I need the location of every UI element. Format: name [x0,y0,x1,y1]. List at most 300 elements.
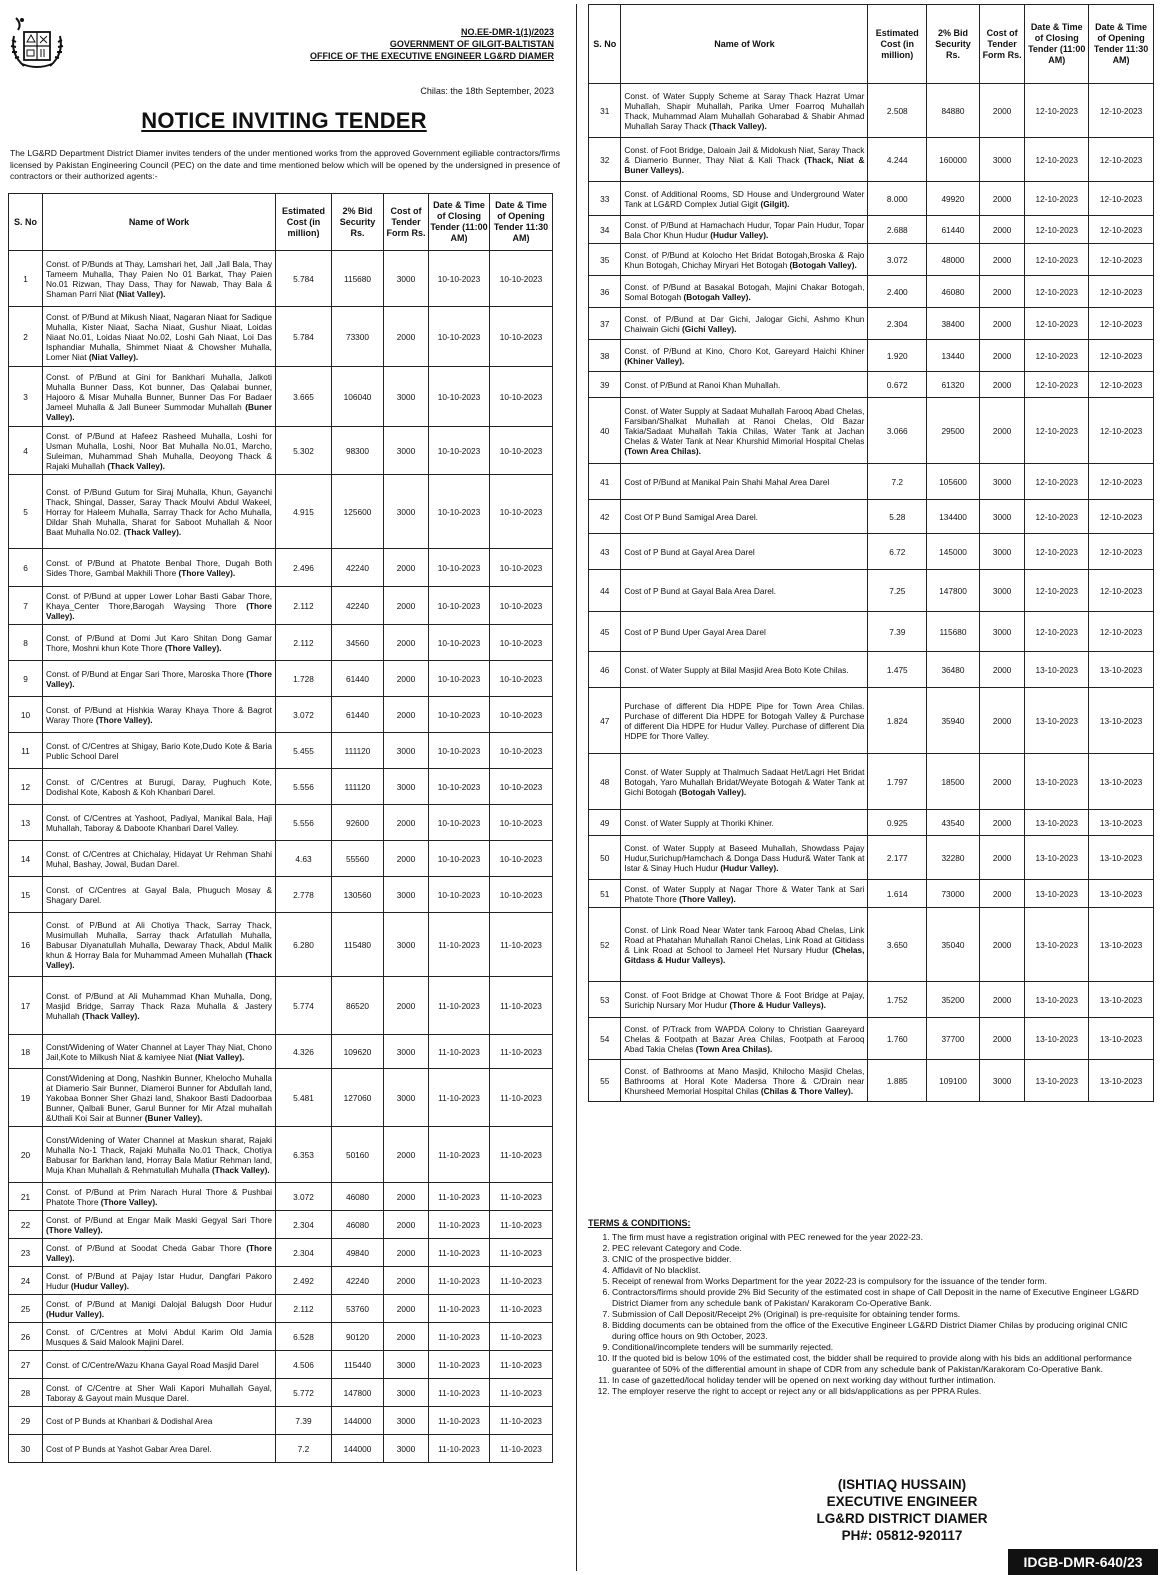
closing-date-cell: 12-10-2023 [1025,534,1089,570]
closing-date-cell: 10-10-2023 [429,877,490,913]
serial-number-cell: 42 [589,500,621,534]
tender-form-cost-cell: 2000 [979,244,1025,276]
work-description: Const. of P/Bund at Hafeez Rasheed Muhalla, Loshi for Usman Muhalla, Loshi, Noor Bat Muhalla No.01, Marcho, Suleiman, Muhammad Shah Muhalla, Deoyong Thack & Rajaki Muhallah [46,430,272,471]
opening-date-cell: 13-10-2023 [1089,810,1154,836]
estimated-cost-cell: 6.280 [276,913,332,977]
work-description: Const. of P/Bund at upper Lower Lohar Basti Gabar Thore, Khaya_Center Thore,Barogah Waysing Thore [46,590,272,611]
bid-security-cell: 145000 [927,534,980,570]
table-row [589,836,1154,880]
bid-security-cell: 42240 [332,549,384,587]
tender-form-cost-cell: 2000 [979,754,1025,810]
serial-number-cell: 47 [589,688,621,754]
tender-form-cost-cell: 3000 [979,534,1025,570]
bid-security-cell: 38400 [927,308,980,340]
col-header-work: Name of Work [43,194,276,251]
tender-form-cost-cell: 2000 [384,1323,429,1351]
table-row [9,367,553,427]
work-name-cell [621,810,868,836]
tender-form-cost-cell: 2000 [384,307,429,367]
work-name-cell [43,307,276,367]
table-row [589,398,1154,464]
closing-date-cell: 11-10-2023 [429,1211,490,1239]
work-name-cell [621,244,868,276]
work-description: Const. of Water Supply at Thoriki Khiner. [624,817,774,828]
tender-form-cost-cell: 2000 [384,661,429,697]
tender-form-cost-cell: 2000 [384,977,429,1035]
tender-form-cost-cell: 2000 [979,398,1025,464]
signature-block [752,1476,1052,1544]
opening-date-cell: 10-10-2023 [490,475,553,549]
column-divider [576,4,577,1571]
opening-date-cell: 13-10-2023 [1089,1060,1154,1102]
tender-form-cost-cell: 3000 [384,877,429,913]
work-description: Const. of Link Road Near Water tank Farooq Abad Chelas, Link Road at Phatahan Muhallah Ranoi Chelas, Link Road at Gitidass & Link Road at School to Jameel Het Nursary Hudur [624,924,865,955]
serial-number-cell: 24 [9,1267,43,1295]
opening-date-cell: 12-10-2023 [1089,308,1154,340]
table-row [589,612,1154,652]
work-description: Const. of P/Bund at Ranoi Khan Muhallah. [624,379,781,390]
estimated-cost-cell: 7.39 [276,1407,332,1435]
tender-form-cost-cell: 3000 [384,367,429,427]
bid-security-cell: 35040 [927,908,980,982]
tender-form-cost-cell: 2000 [384,587,429,625]
closing-date-cell: 11-10-2023 [429,977,490,1035]
opening-date-cell: 12-10-2023 [1089,534,1154,570]
tender-form-cost-cell: 2000 [979,182,1025,216]
serial-number-cell: 9 [9,661,43,697]
tender-form-cost-cell: 3000 [979,500,1025,534]
bid-security-cell: 144000 [332,1407,384,1435]
table-row [589,372,1154,398]
bid-security-cell: 111120 [332,733,384,769]
closing-date-cell: 11-10-2023 [429,1267,490,1295]
closing-date-cell: 12-10-2023 [1025,612,1089,652]
work-name-cell [621,652,868,688]
opening-date-cell: 11-10-2023 [490,1295,553,1323]
bid-security-cell: 61440 [332,661,384,697]
closing-date-cell: 10-10-2023 [429,733,490,769]
tender-form-cost-cell: 3000 [979,464,1025,500]
table-row [589,908,1154,982]
tender-form-cost-cell: 2000 [979,372,1025,398]
estimated-cost-cell: 1.728 [276,661,332,697]
estimated-cost-cell: 2.304 [276,1239,332,1267]
tender-form-cost-cell: 2000 [384,805,429,841]
bid-security-cell: 49920 [927,182,980,216]
table-row [589,652,1154,688]
serial-number-cell: 5 [9,475,43,549]
serial-number-cell: 7 [9,587,43,625]
table-row [9,1035,553,1069]
bid-security-cell: 55560 [332,841,384,877]
terms-item: 9. Conditional/incomplete tenders will be summarily rejected. [612,1342,1148,1353]
estimated-cost-cell: 1.614 [868,880,927,908]
opening-date-cell: 12-10-2023 [1089,182,1154,216]
closing-date-cell: 10-10-2023 [429,549,490,587]
serial-number-cell: 51 [589,880,621,908]
estimated-cost-cell: 5.774 [276,977,332,1035]
serial-number-cell: 3 [9,367,43,427]
opening-date-cell: 12-10-2023 [1089,464,1154,500]
tender-form-cost-cell: 3000 [384,475,429,549]
bid-security-cell: 53760 [332,1295,384,1323]
tender-form-cost-cell: 2000 [979,908,1025,982]
estimated-cost-cell: 2.778 [276,877,332,913]
work-name-cell [621,612,868,652]
opening-date-cell: 10-10-2023 [490,367,553,427]
estimated-cost-cell: 5.784 [276,307,332,367]
work-name-cell [621,836,868,880]
work-description: Cost of P Bund at Gayal Bala Area Darel. [624,585,776,596]
table-row [589,138,1154,182]
header-block [310,26,554,62]
opening-date-cell: 12-10-2023 [1089,570,1154,612]
work-area: (Buner Valley). [46,401,272,422]
serial-number-cell: 26 [9,1323,43,1351]
opening-date-cell: 12-10-2023 [1089,372,1154,398]
closing-date-cell: 12-10-2023 [1025,182,1089,216]
tender-form-cost-cell: 2000 [384,625,429,661]
signatory-phone: PH#: 05812-920117 [841,1528,963,1543]
tender-form-cost-cell: 2000 [384,841,429,877]
work-name-cell [621,982,868,1018]
table-row [9,697,553,733]
opening-date-cell: 11-10-2023 [490,1323,553,1351]
closing-date-cell: 12-10-2023 [1025,570,1089,612]
col-header-opening: Date & Time of Opening Tender 11:30 AM) [1089,5,1154,84]
closing-date-cell: 13-10-2023 [1025,652,1089,688]
closing-date-cell: 13-10-2023 [1025,1060,1089,1102]
work-name-cell [43,1035,276,1069]
closing-date-cell: 10-10-2023 [429,251,490,307]
bid-security-cell: 46080 [927,276,980,308]
work-name-cell [621,84,868,138]
terms-item: 8. Bidding documents can be obtained from the office of the Executive Engineer LG&RD District Diamer Chilas by producing original CNIC during office hours on 9th October, 2023. [612,1320,1148,1342]
opening-date-cell: 11-10-2023 [490,977,553,1035]
work-area: (Gilgit). [760,198,790,209]
closing-date-cell: 13-10-2023 [1025,688,1089,754]
estimated-cost-cell: 0.672 [868,372,927,398]
estimated-cost-cell: 5.455 [276,733,332,769]
serial-number-cell: 27 [9,1351,43,1379]
work-name-cell [43,697,276,733]
closing-date-cell: 10-10-2023 [429,367,490,427]
signatory-office: LG&RD DISTRICT DIAMER [816,1511,988,1526]
serial-number-cell: 2 [9,307,43,367]
bid-security-cell: 48000 [927,244,980,276]
work-name-cell [43,1323,276,1351]
serial-number-cell: 13 [9,805,43,841]
work-description: Const. of Water Supply at Nagar Thore & Water Tank at Sari Phatote Thore [624,883,865,904]
closing-date-cell: 12-10-2023 [1025,500,1089,534]
estimated-cost-cell: 5.784 [276,251,332,307]
opening-date-cell: 12-10-2023 [1089,138,1154,182]
serial-number-cell: 32 [589,138,621,182]
closing-date-cell: 10-10-2023 [429,587,490,625]
estimated-cost-cell: 1.475 [868,652,927,688]
estimated-cost-cell: 2.112 [276,587,332,625]
work-description: Const. of P/Bund at Engar Maik Maski Gegyal Sari Thore [46,1214,272,1225]
col-header-form: Cost of Tender Form Rs. [384,194,429,251]
estimated-cost-cell: 2.304 [868,308,927,340]
bid-security-cell: 115680 [927,612,980,652]
estimated-cost-cell: 3.072 [276,1183,332,1211]
closing-date-cell: 11-10-2023 [429,1351,490,1379]
serial-number-cell: 49 [589,810,621,836]
work-area: (Thack Valley). [212,1164,270,1175]
opening-date-cell: 11-10-2023 [490,1183,553,1211]
closing-date-cell: 12-10-2023 [1025,308,1089,340]
table-row [9,877,553,913]
estimated-cost-cell: 2.688 [868,216,927,244]
bid-security-cell: 160000 [927,138,980,182]
table-row [589,570,1154,612]
serial-number-cell: 11 [9,733,43,769]
terms-item: 3. CNIC of the prospective bidder. [612,1254,1148,1265]
tender-form-cost-cell: 2000 [979,308,1025,340]
opening-date-cell: 10-10-2023 [490,769,553,805]
work-description: Const. of P/Bund at Soodat Cheda Gabar Thore [46,1242,242,1253]
closing-date-cell: 12-10-2023 [1025,138,1089,182]
table-row [589,464,1154,500]
tender-form-cost-cell: 2000 [979,880,1025,908]
estimated-cost-cell: 4.244 [868,138,927,182]
tender-form-cost-cell: 2000 [979,1018,1025,1060]
table-row [9,587,553,625]
work-name-cell [43,877,276,913]
estimated-cost-cell: 2.508 [868,84,927,138]
bid-security-cell: 35200 [927,982,980,1018]
opening-date-cell: 10-10-2023 [490,661,553,697]
work-description: Const. of Water Supply at Thalmuch Sadaat Het/Lagri Het Bridat Botogah, Yaro Muhallah Bridat/Weyate Botogah & Water Tank at Gichi Botogah [624,766,865,797]
opening-date-cell: 11-10-2023 [490,1379,553,1407]
work-description: Cost of P Bund Uper Gayal Area Darel [624,626,766,637]
opening-date-cell: 10-10-2023 [490,805,553,841]
table-row [9,913,553,977]
opening-date-cell: 11-10-2023 [490,913,553,977]
tender-form-cost-cell: 2000 [979,276,1025,308]
tender-form-cost-cell: 2000 [384,697,429,733]
opening-date-cell: 12-10-2023 [1089,340,1154,372]
terms-item: 5. Receipt of renewal from Works Department for the year 2022-23 is compulsory for the issuance of the tender form. [612,1276,1148,1287]
table-row [589,84,1154,138]
bid-security-cell: 61440 [927,216,980,244]
col-header-opening: Date & Time of Opening Tender 11:30 AM) [490,194,553,251]
work-name-cell [621,754,868,810]
bid-security-cell: 115440 [332,1351,384,1379]
serial-number-cell: 39 [589,372,621,398]
opening-date-cell: 10-10-2023 [490,625,553,661]
work-description: Const. of P/Bund at Pajay Istar Hudur, Dangfari Pakoro Hudur [46,1270,272,1291]
work-description: Cost of P Bunds at Yashot Gabar Area Darel. [46,1443,212,1454]
closing-date-cell: 10-10-2023 [429,661,490,697]
opening-date-cell: 12-10-2023 [1089,398,1154,464]
opening-date-cell: 12-10-2023 [1089,500,1154,534]
bid-security-cell: 61440 [332,697,384,733]
page-title: NOTICE INVITING TENDER [141,108,427,133]
col-header-closing: Date & Time of Closing Tender (11:00 AM) [1025,5,1089,84]
ad-reference-badge: IDGB-DMR-640/23 [1008,1549,1158,1575]
works-table-right [588,4,1154,1102]
work-area: (Botogah Valley). [683,291,751,302]
opening-date-cell: 13-10-2023 [1089,1018,1154,1060]
work-name-cell [621,182,868,216]
work-description: Const. of P/Bund at Kino, Choro Kot, Gareyard Haichi Khiner [624,345,865,356]
office-name: OFFICE OF THE EXECUTIVE ENGINEER LG&RD DIAMER [309,51,554,61]
work-name-cell [43,1211,276,1239]
estimated-cost-cell: 5.772 [276,1379,332,1407]
opening-date-cell: 13-10-2023 [1089,688,1154,754]
tender-form-cost-cell: 3000 [384,1435,429,1463]
work-name-cell [621,688,868,754]
col-header-cost: Estimated Cost (in million) [276,194,332,251]
tender-form-cost-cell: 2000 [979,688,1025,754]
work-name-cell [43,661,276,697]
bid-security-cell: 35940 [927,688,980,754]
work-description: Const. of P/Bund at Hamachach Hudur, Topar Pain Hudur, Topar Bala Chor Khun Hudur [624,219,865,240]
estimated-cost-cell: 3.066 [868,398,927,464]
closing-date-cell: 12-10-2023 [1025,84,1089,138]
table-row [9,1323,553,1351]
work-area: (Thack Valley). [123,526,182,537]
closing-date-cell: 12-10-2023 [1025,464,1089,500]
work-description: Const. of P/Bunds at Thay, Lamshari het, Jall ,Jall Bala, Thay Tameem Muhalla, Thay Paien No 01 Barkat, Thay Paien No.01 Rizwan, Thay Dass, Thay for Nawab, Thay Bala & Shaman Parri Niat [46,258,272,299]
table-row [9,549,553,587]
work-name-cell [621,308,868,340]
estimated-cost-cell: 3.072 [276,697,332,733]
bid-security-cell: 106040 [332,367,384,427]
right-column [584,4,1156,1571]
bid-security-cell: 109620 [332,1035,384,1069]
estimated-cost-cell: 2.112 [276,1295,332,1323]
work-description: Const. of P/Bund Gutum for Siraj Muhalla, Khun, Gayanchi Thack, Shingal, Dasser, Saray Thack Moulvi Abdul Wakeel, Horray for Haleem Muhalla, Sarray Thack for Acho Muhalla, Dildar Shah Muhalla, Sharat for Saboot Muhallah & Noor Baat Muhalla No.02. [46,486,272,537]
serial-number-cell: 34 [589,216,621,244]
bid-security-cell: 49840 [332,1239,384,1267]
work-name-cell [621,880,868,908]
work-name-cell [43,913,276,977]
col-header-work: Name of Work [621,5,868,84]
work-description: Const. of P/Bund at Domi Jut Karo Shitan Dong Gamar Thore, Moshni khun Kote Thore [46,632,272,653]
opening-date-cell: 11-10-2023 [490,1435,553,1463]
work-description: Const. of Foot Bridge, Daloain Jail & Midokush Niat, Saray Thack & Diamerio Bunner, Thay Niat & Kali Thack [624,144,865,165]
opening-date-cell: 11-10-2023 [490,1035,553,1069]
tender-form-cost-cell: 3000 [384,769,429,805]
col-header-sno: S. No [589,5,621,84]
tender-form-cost-cell: 3000 [384,1351,429,1379]
terms-title: TERMS & CONDITIONS: [588,1218,691,1228]
closing-date-cell: 12-10-2023 [1025,372,1089,398]
closing-date-cell: 10-10-2023 [429,841,490,877]
bid-security-cell: 18500 [927,754,980,810]
opening-date-cell: 11-10-2023 [490,1211,553,1239]
work-description: Const. of C/Centre/Wazu Khana Gayal Road Masjid Darel [46,1359,259,1370]
estimated-cost-cell: 1.797 [868,754,927,810]
closing-date-cell: 13-10-2023 [1025,880,1089,908]
estimated-cost-cell: 7.2 [276,1435,332,1463]
table-row [589,688,1154,754]
work-name-cell [43,733,276,769]
estimated-cost-cell: 1.824 [868,688,927,754]
work-name-cell [621,398,868,464]
table-row [589,276,1154,308]
work-description: Cost of P Bunds at Khanbari & Dodishal Area [46,1415,213,1426]
work-area: (Thore Valley). [100,1196,158,1207]
closing-date-cell: 10-10-2023 [429,307,490,367]
bid-security-cell: 32280 [927,836,980,880]
table-header-row [9,194,553,251]
work-area: (Botogah Valley). [678,786,747,797]
work-name-cell [43,549,276,587]
table-row [9,1351,553,1379]
serial-number-cell: 8 [9,625,43,661]
tender-form-cost-cell: 3000 [384,1069,429,1127]
serial-number-cell: 25 [9,1295,43,1323]
opening-date-cell: 10-10-2023 [490,587,553,625]
serial-number-cell: 43 [589,534,621,570]
serial-number-cell: 19 [9,1069,43,1127]
work-name-cell [43,1183,276,1211]
estimated-cost-cell: 2.492 [276,1267,332,1295]
work-area: (Thore Valley). [46,600,272,621]
table-row [9,1267,553,1295]
table-row [589,982,1154,1018]
work-name-cell [43,1379,276,1407]
work-name-cell [621,372,868,398]
tender-form-cost-cell: 3000 [384,427,429,475]
table-row [9,841,553,877]
closing-date-cell: 13-10-2023 [1025,810,1089,836]
tender-form-cost-cell: 2000 [979,216,1025,244]
estimated-cost-cell: 6.72 [868,534,927,570]
table-row [589,810,1154,836]
estimated-cost-cell: 7.2 [868,464,927,500]
work-description: Const. of P/Bund at Hishkia Waray Khaya Thore & Bagrot Waray Thore [46,704,272,725]
serial-number-cell: 20 [9,1127,43,1183]
work-name-cell [621,138,868,182]
work-area: (Niat Valley). [88,351,139,362]
tender-form-cost-cell: 2000 [384,1127,429,1183]
estimated-cost-cell: 1.752 [868,982,927,1018]
table-row [9,1069,553,1127]
serial-number-cell: 15 [9,877,43,913]
work-description: Const. of C/Centres at Shigay, Bario Kote,Dudo Kote & Baria Public School Darel [46,740,272,761]
work-name-cell [43,475,276,549]
col-header-sno: S. No [9,194,43,251]
work-description: Const/Widening of Water Channel at Maskun sharat, Rajaki Muhalla No-1 Thack, Rajaki Muhalla No.01 Thack, Chotiya Babusar for Barkhan land, Horray Bala Matiur Rehman land, Muja Khan Muhallah & Rehmatullah Muhalla [46,1134,272,1175]
terms-item: 1. The firm must have a registration original with PEC renewed for the year 2022-23. [612,1232,1148,1243]
table-row [9,251,553,307]
work-area: (Hudur Valley). [720,862,779,873]
work-description: Const. of Water Supply at Baseed Muhallah, Showdass Pajay Hudur,Surichup/Hamchach & Donga Dass Hudur& Water Tank at Istar & Sinay Huch Hudur [624,842,865,873]
serial-number-cell: 16 [9,913,43,977]
bid-security-cell: 73300 [332,307,384,367]
bid-security-cell: 134400 [927,500,980,534]
work-name-cell [43,367,276,427]
closing-date-cell: 11-10-2023 [429,1239,490,1267]
table-row [9,805,553,841]
work-description: Cost of P/Bund at Manikal Pain Shahi Mahal Area Darel [624,476,830,487]
serial-number-cell: 33 [589,182,621,216]
work-area: (Thore Valley). [95,714,153,725]
closing-date-cell: 13-10-2023 [1025,982,1089,1018]
work-area: (Khiner Valley). [624,355,685,366]
bid-security-cell: 144000 [332,1435,384,1463]
work-name-cell [43,805,276,841]
bid-security-cell: 42240 [332,1267,384,1295]
work-description: Const. of P/Bund at Gini for Bankhari Muhalla, Jalkoti Muhalla Bunner Dass, Kot bunner, Das Qalabai bunner, Hajooro & Misar Muhalla Bunner, Bunner Das For Badaer Jameel Muhalla & Jall Buneer Summodar Muhallah [46,371,272,412]
estimated-cost-cell: 8.000 [868,182,927,216]
tender-form-cost-cell: 2000 [384,549,429,587]
